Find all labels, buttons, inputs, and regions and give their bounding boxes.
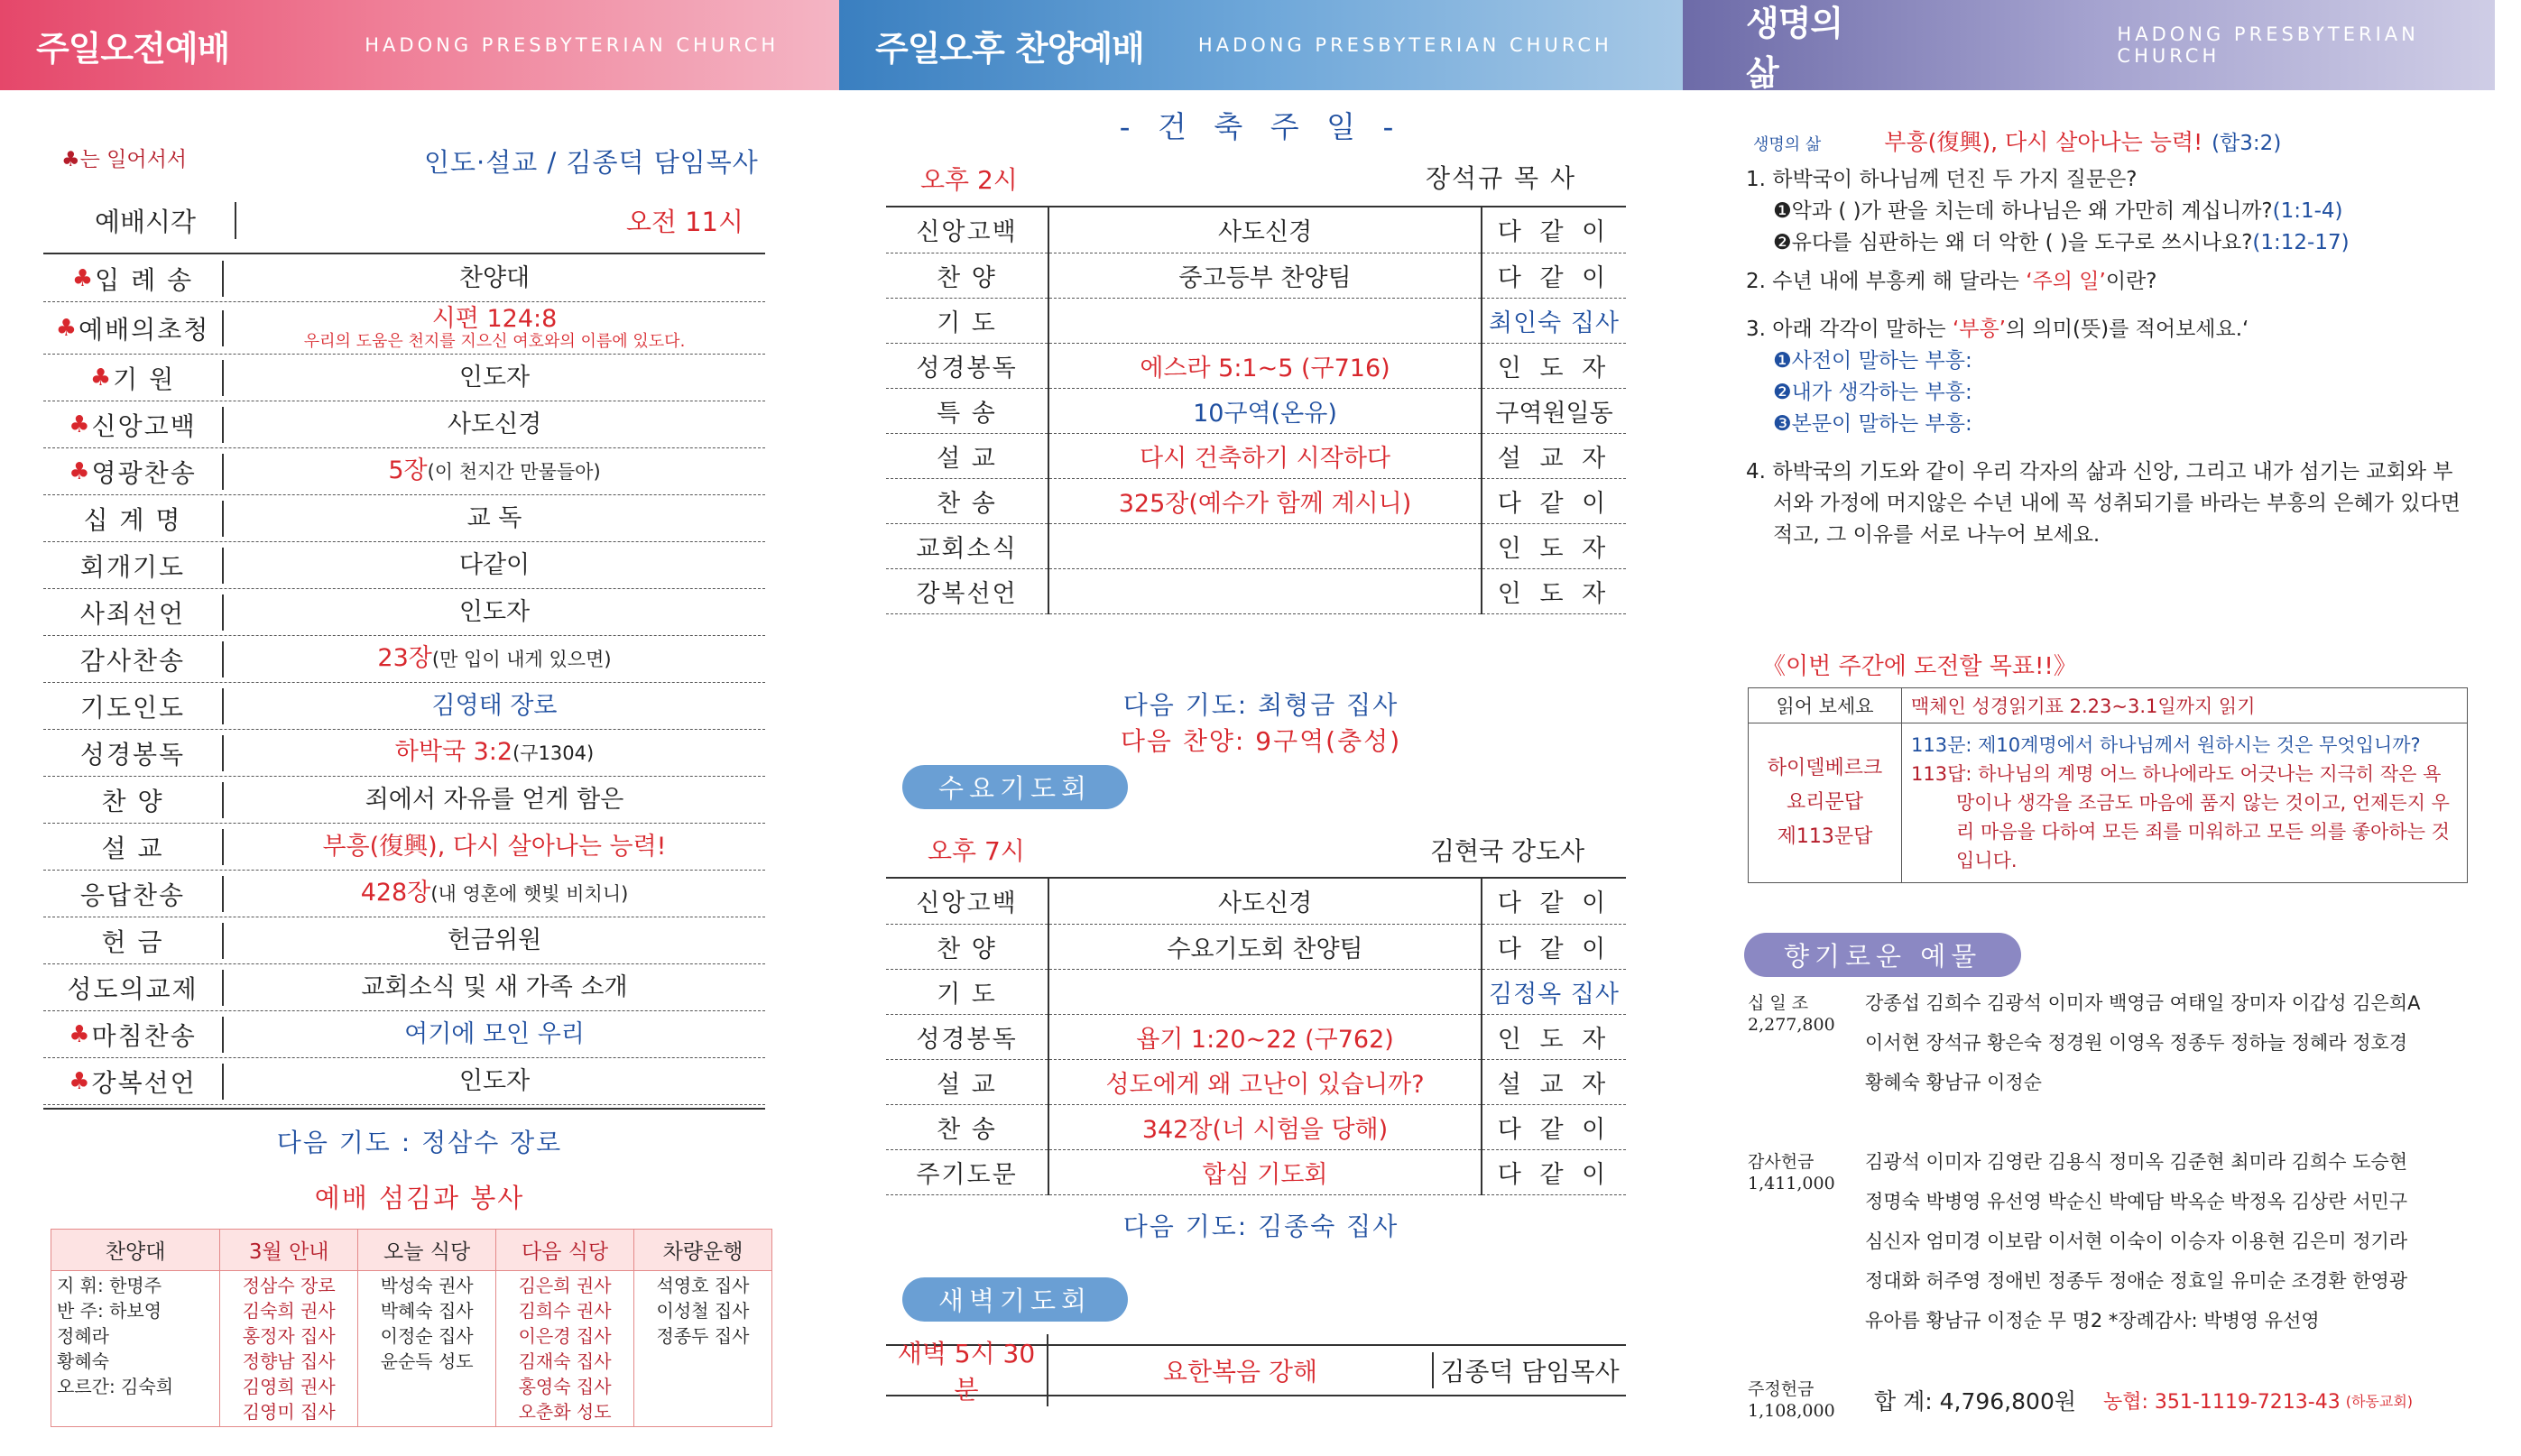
weekly-label: 주정헌금 — [1748, 1379, 1815, 1399]
order-label-text: 사죄선언 — [79, 598, 186, 629]
order-main: 부흥(復興), 다시 살아나는 능력! — [322, 832, 667, 861]
order-leader: 인 도 자 — [1482, 568, 1626, 613]
order-leader: 다 같 이 — [1482, 879, 1626, 924]
question-3-end: 의 의미(뜻)를 적어보세요.‘ — [2006, 318, 2249, 341]
morning-order — [43, 255, 765, 1105]
order-row — [886, 924, 1626, 969]
bank-account: 농협: 351-1119-7213-43 — [2103, 1390, 2341, 1414]
order-row — [43, 636, 765, 683]
spade-icon: ♣ — [89, 364, 114, 392]
order-leader: 설 교 자 — [1482, 433, 1626, 478]
read-text: 맥체인 성경읽기표 2.23~3.1일까지 읽기 — [1902, 688, 2468, 723]
theme-ref: (합3:2) — [2212, 132, 2282, 155]
order-label-text: 설 교 — [101, 833, 164, 863]
order-content — [1048, 523, 1482, 568]
choir-list-item: 반 주: 하보영 — [57, 1300, 162, 1322]
order-label: 찬 양 — [886, 924, 1048, 969]
bank-note: (하동교회) — [2345, 1392, 2414, 1410]
order-label: 신앙고백 — [886, 879, 1048, 924]
order-row — [886, 388, 1626, 433]
dawn-topic: 요한복음 강해 — [1162, 1357, 1318, 1387]
question-2: 2. 수년 내에 부흥케 해 달라는 — [1746, 270, 2027, 293]
order-row — [43, 824, 765, 871]
order-label — [43, 1064, 224, 1100]
order-content: 에스라 5:1~5 (구716) — [1048, 343, 1482, 388]
order-label: 신앙고백 — [886, 207, 1048, 253]
order-row — [43, 1058, 765, 1105]
order-content: 중고등부 찬양팀 — [1048, 253, 1482, 298]
order-content — [224, 1021, 765, 1048]
order-label: 성경봉독 — [886, 343, 1048, 388]
order-row — [43, 730, 765, 777]
order-row — [886, 1014, 1626, 1059]
order-row — [43, 777, 765, 824]
wed-preacher: 김현국 강도사 — [1430, 836, 1585, 866]
order-label: 교회소식 — [886, 523, 1048, 568]
weekly-amount: 1,108,000 — [1748, 1401, 1835, 1421]
spade-icon: ♣ — [55, 314, 79, 342]
heidel-question: 113문: 제10계명에서 하나님께서 원하시는 것은 무엇입니까? — [1911, 734, 2421, 756]
order-sub: 우리의 도움은 천지를 지으신 여호와의 이름에 있도다. — [303, 331, 686, 351]
church-name: HADONG PRESBYTERIAN CHURCH — [2117, 23, 2419, 67]
order-sub: (구1304) — [513, 742, 595, 764]
order-leader: 구역원일동 — [1482, 388, 1626, 433]
order-label — [43, 688, 224, 724]
order-label: 주기도문 — [886, 1149, 1048, 1194]
order-label-text: 예배의초청 — [78, 314, 210, 345]
order-leader: 김정옥 집사 — [1482, 969, 1626, 1014]
order-label: 설 교 — [886, 433, 1048, 478]
choir-list-item: 지 휘: 한명주 — [57, 1275, 162, 1296]
order-label — [43, 876, 224, 912]
pm-next-prayer: 다음 기도: 최형금 집사 — [1122, 690, 1399, 720]
order-content: 합심 기도회 — [1048, 1149, 1482, 1194]
svc-header: 차량운행 — [634, 1230, 772, 1271]
morning-banner — [0, 0, 839, 90]
spade-icon: ♣ — [69, 410, 92, 438]
order-row — [886, 207, 1626, 253]
heidel-label-2: 요리문답 — [1786, 791, 1863, 814]
order-label — [43, 594, 224, 631]
time-label: 예배시각 — [56, 202, 236, 239]
tithe-amount: 2,277,800 — [1748, 1015, 1835, 1035]
order-main: 김영태 장로 — [431, 691, 558, 720]
order-label: 설 교 — [886, 1059, 1048, 1104]
order-content: 10구역(온유) — [1048, 388, 1482, 433]
goal-title: 《이번 주간에 도전할 목표!!》 — [1762, 653, 2077, 680]
order-leader: 다 같 이 — [1482, 924, 1626, 969]
svc-header: 오늘 식당 — [358, 1230, 496, 1271]
offering-title: 향기로운 예물 — [1744, 933, 2021, 977]
order-row — [886, 568, 1626, 613]
order-label: 기 도 — [886, 969, 1048, 1014]
order-content — [1048, 298, 1482, 343]
order-label — [43, 641, 224, 677]
order-content: 사도신경 — [1048, 207, 1482, 253]
next-kitchen-list-item: 홍영숙 집사 — [518, 1376, 612, 1397]
order-leader: 설 교 자 — [1482, 1059, 1626, 1104]
order-row — [43, 448, 765, 495]
svc-header: 3월 안내 — [220, 1230, 358, 1271]
life-title: 생명의 삶 — [1746, 4, 1843, 93]
order-sub: (내 영혼에 햇빛 비치니) — [430, 883, 629, 905]
order-row — [886, 433, 1626, 478]
next-kitchen-list — [496, 1271, 634, 1427]
order-main: 5장 — [388, 456, 428, 484]
order-label-text: 감사찬송 — [79, 645, 186, 676]
today-kitchen-list-item: 박혜숙 집사 — [380, 1300, 474, 1322]
stand-note: ♣는 일어서서 — [61, 148, 188, 171]
donor-line: 유아름 황남규 이정순 무 명2 *장례감사: 박병영 유선영 — [1865, 1310, 2320, 1332]
heidel-label-1: 하이델베르크 — [1767, 757, 1883, 779]
today-kitchen-list-item: 이정순 집사 — [380, 1325, 474, 1347]
order-label — [43, 970, 224, 1006]
order-label-text: 기 원 — [113, 364, 176, 394]
order-main: 찬양대 — [458, 263, 531, 292]
spade-icon: ♣ — [71, 264, 96, 292]
order-main: 사도신경 — [447, 410, 542, 438]
guide-list-item: 김영희 권사 — [242, 1376, 336, 1397]
order-label: 강복선언 — [886, 568, 1048, 613]
guide-list-item: 정향남 집사 — [242, 1350, 336, 1372]
order-content — [224, 787, 765, 814]
life-column — [1683, 0, 2521, 1456]
order-label: 찬 양 — [886, 253, 1048, 298]
order-row — [886, 969, 1626, 1014]
order-label-text: 영광찬송 — [91, 457, 197, 488]
order-row — [886, 478, 1626, 523]
church-name: HADONG PRESBYTERIAN CHURCH — [365, 34, 780, 56]
order-content — [224, 306, 765, 351]
questions — [1746, 164, 2468, 551]
life-tag: 생명의 삶 — [1753, 135, 1822, 154]
wed-time: 오후 7시 — [928, 836, 1025, 866]
donor-line: 황혜숙 황남규 이정순 — [1865, 1072, 2042, 1093]
order-sub: (이 천지간 만물들아) — [427, 461, 601, 483]
order-leader: 인 도 자 — [1482, 343, 1626, 388]
question-3: 3. 아래 각각이 말하는 — [1746, 318, 1953, 341]
order-label-text: 성도의교제 — [67, 973, 199, 1004]
order-content — [224, 411, 765, 438]
order-label — [43, 923, 224, 959]
question-1a: ❶악과 ( )가 판을 치는데 하나님은 왜 가만히 계십니까? — [1773, 199, 2273, 223]
guide-list-item: 김숙희 권사 — [242, 1300, 336, 1322]
q3-item-3: ❸본문이 말하는 부흥: — [1773, 412, 1972, 436]
guide-list-item: 정삼수 장로 — [242, 1275, 336, 1296]
life-banner — [1683, 0, 2495, 93]
order-row — [43, 964, 765, 1011]
order-row — [43, 401, 765, 448]
order-main: 하박국 3:2 — [394, 738, 513, 766]
order-row — [886, 1149, 1626, 1194]
order-label — [43, 360, 224, 396]
order-label — [43, 454, 224, 490]
order-main: 교회소식 및 새 가족 소개 — [361, 972, 628, 1001]
order-main: 428장 — [360, 879, 431, 907]
morning-title: 주일오전예배 — [36, 28, 230, 69]
order-content: 342장(너 시험을 당해) — [1048, 1104, 1482, 1149]
donor-line: 이서현 장석규 황은숙 정경원 이영옥 정종두 정하늘 정혜라 정호경 — [1865, 1032, 2408, 1054]
question-3-highlight: ‘부흥’ — [1952, 318, 2006, 341]
order-content: 성도에게 왜 고난이 있습니까? — [1048, 1059, 1482, 1104]
donor-line: 정대화 허주영 정애빈 정종두 정애순 정효일 유미순 조경환 한영광 — [1865, 1270, 2408, 1292]
order-content — [224, 974, 765, 1001]
order-content — [224, 505, 765, 532]
order-main: 죄에서 자유를 얻게 함은 — [365, 785, 624, 814]
order-content — [224, 265, 765, 292]
order-label-text: 마침찬송 — [91, 1020, 197, 1051]
order-label-text: 입 례 송 — [95, 264, 194, 295]
order-label — [43, 1017, 224, 1053]
order-label — [43, 261, 224, 297]
order-leader: 인 도 자 — [1482, 1014, 1626, 1059]
choir-list-item: 오르간: 김숙희 — [57, 1376, 174, 1397]
choir-list-item: 정혜라 — [57, 1325, 109, 1347]
donor-line: 심신자 엄미경 이보람 이서현 이숙이 이승자 이용현 김은미 정기라 — [1865, 1230, 2408, 1252]
thanks-names — [1865, 1142, 2479, 1341]
next-kitchen-list-item: 김재숙 집사 — [518, 1350, 612, 1372]
donor-line: 강종섭 김희수 김광석 이미자 백영금 여태일 장미자 이갑성 김은희A — [1865, 992, 2421, 1014]
order-row — [886, 298, 1626, 343]
wed-title: 수요기도회 — [902, 765, 1128, 809]
order-main: 인도자 — [458, 597, 531, 626]
order-row — [43, 917, 765, 964]
donor-line: 정명숙 박병영 유선영 박순신 박예담 박옥순 박정옥 김상란 서민구 — [1865, 1191, 2408, 1212]
service-table — [51, 1229, 772, 1427]
theme: 부흥(復興), 다시 살아나는 능력! — [1884, 129, 2203, 155]
order-content — [224, 927, 765, 954]
svc-header: 찬양대 — [51, 1230, 220, 1271]
order-label — [43, 501, 224, 537]
svc-header: 다음 식당 — [496, 1230, 634, 1271]
order-row — [886, 253, 1626, 298]
order-row — [43, 683, 765, 730]
order-content: 사도신경 — [1048, 879, 1482, 924]
order-main: 시편 124:8 — [431, 304, 558, 333]
dawn-leader: 김종덕 담임목사 — [1432, 1352, 1626, 1388]
service-title: 예배 섬김과 봉사 — [314, 1183, 525, 1213]
order-leader: 인 도 자 — [1482, 523, 1626, 568]
order-label — [43, 782, 224, 818]
order-row — [886, 1059, 1626, 1104]
order-leader: 다 같 이 — [1482, 253, 1626, 298]
car-list-item: 이성철 집사 — [656, 1300, 750, 1322]
order-content — [224, 739, 765, 767]
thanks-label: 감사헌금 — [1748, 1152, 1815, 1172]
car-list-item: 석영호 집사 — [656, 1275, 750, 1296]
order-label — [43, 735, 224, 771]
order-content — [224, 457, 765, 485]
order-sub: (만 입이 내게 있으면) — [431, 649, 612, 670]
guide-list-item: 홍정자 집사 — [242, 1325, 336, 1347]
order-label-text: 헌 금 — [101, 926, 164, 957]
spade-icon: ♣ — [69, 1067, 92, 1095]
donor-line: 김광석 이미자 김영란 김용식 정미옥 김준현 최미라 김희수 도승현 — [1865, 1151, 2408, 1173]
question-2-highlight: ‘주의 일’ — [2026, 270, 2106, 293]
dawn-title: 새벽기도회 — [902, 1277, 1128, 1322]
order-content — [224, 1068, 765, 1095]
heidel-label-3: 제113문답 — [1777, 825, 1873, 848]
order-content — [224, 834, 765, 861]
order-row — [43, 871, 765, 917]
order-content — [1048, 969, 1482, 1014]
order-label: 찬 송 — [886, 1104, 1048, 1149]
next-kitchen-list-item: 이은경 집사 — [518, 1325, 612, 1347]
order-content: 다시 건축하기 시작하다 — [1048, 433, 1482, 478]
order-label — [43, 310, 224, 346]
order-leader: 다 같 이 — [1482, 207, 1626, 253]
read-label: 읽어 보세요 — [1749, 688, 1902, 723]
order-label-text: 강복선언 — [91, 1067, 197, 1098]
car-list-item: 정종두 집사 — [656, 1325, 750, 1347]
choir-list-item: 황혜숙 — [57, 1350, 109, 1372]
wed-next-prayer: 다음 기도: 김종숙 집사 — [1122, 1212, 1399, 1241]
order-label-text: 응답찬송 — [79, 880, 186, 910]
order-row — [43, 589, 765, 636]
order-label: 특 송 — [886, 388, 1048, 433]
order-leader: 다 같 이 — [1482, 1104, 1626, 1149]
order-main: 인도자 — [458, 1066, 531, 1095]
order-row — [43, 355, 765, 401]
spade-icon: ♣ — [69, 1020, 92, 1048]
next-prayer: 다음 기도 : 정삼수 장로 — [276, 1128, 563, 1157]
thanks-amount: 1,411,000 — [1748, 1174, 1835, 1193]
order-row — [43, 495, 765, 542]
heidel-answer: 113답: 하나님의 계명 어느 하나에라도 어긋나는 지극히 작은 욕망이나 생각을 조금도 마음에 품지 않는 것이고, 언제든지 우리 마음을 다하여 모든 죄를 미워하고 모든 의를 좋아하는 것입니다. — [1911, 763, 2450, 871]
order-label-text: 십 계 명 — [83, 504, 182, 535]
order-leader: 다 같 이 — [1482, 1149, 1626, 1194]
goal-table — [1748, 687, 2468, 883]
order-content — [224, 599, 765, 626]
next-kitchen-list-item: 오춘화 성도 — [518, 1401, 612, 1423]
guide-list-item: 김영미 집사 — [242, 1401, 336, 1423]
q3-item-2: ❷내가 생각하는 부흥: — [1773, 381, 1972, 404]
order-leader: 최인숙 집사 — [1482, 298, 1626, 343]
order-content: 325장(예수가 함께 계시니) — [1048, 478, 1482, 523]
order-leader: 다 같 이 — [1482, 478, 1626, 523]
order-label-text: 찬 양 — [101, 786, 164, 816]
car-list — [634, 1271, 772, 1427]
order-label-text: 회개기도 — [79, 551, 186, 582]
afternoon-banner — [839, 0, 1683, 90]
morning-service-column — [0, 0, 839, 1456]
order-content — [224, 645, 765, 673]
order-main: 교 독 — [466, 503, 522, 532]
order-row — [886, 343, 1626, 388]
pm-order — [886, 207, 1626, 614]
order-row — [886, 879, 1626, 924]
pm-time: 오후 2시 — [920, 165, 1018, 195]
order-label: 성경봉독 — [886, 1014, 1048, 1059]
order-row — [43, 542, 765, 589]
question-2-end: 이란? — [2105, 270, 2157, 293]
order-content — [224, 693, 765, 720]
order-label: 기 도 — [886, 298, 1048, 343]
afternoon-title: 주일오후 찬양예배 — [875, 28, 1144, 69]
afternoon-service-column — [839, 0, 1683, 1456]
total: 합 계: 4,796,800원 — [1874, 1388, 2077, 1415]
order-content — [1048, 568, 1482, 613]
order-label: 찬 송 — [886, 478, 1048, 523]
wed-order — [886, 879, 1626, 1195]
today-kitchen-list — [358, 1271, 496, 1427]
question-4: 4. 하박국의 기도와 같이 우리 각자의 삶과 신앙, 그리고 내가 섬기는 교회와 부서와 가정에 머지않은 수년 내에 꼭 성취되기를 바라는 부흥의 은혜가 있다면 적고, 그 이유를 서로 나누어 보세요. — [1746, 460, 2461, 547]
pm-next-praise: 다음 찬양: 9구역(충성) — [1120, 726, 1402, 756]
order-content: 욥기 1:20~22 (구762) — [1048, 1014, 1482, 1059]
question-1a-ref: (1:1-4) — [2272, 199, 2343, 223]
tithe-label: 십 일 조 — [1748, 993, 1809, 1013]
question-1b-ref: (1:12-17) — [2252, 231, 2350, 254]
guide-list — [220, 1271, 358, 1427]
order-main: 다같이 — [458, 550, 531, 579]
order-label — [43, 548, 224, 584]
order-content: 수요기도회 찬양팀 — [1048, 924, 1482, 969]
order-row — [886, 1104, 1626, 1149]
next-kitchen-list-item: 김희수 권사 — [518, 1300, 612, 1322]
order-main: 여기에 모인 우리 — [404, 1019, 585, 1048]
order-label-text: 기도인도 — [79, 692, 186, 723]
question-1b: ❷유다를 심판하는 왜 더 악한 ( )을 도구로 쓰시나요? — [1773, 231, 2253, 254]
order-main: 인도자 — [458, 363, 531, 392]
order-label-text: 신앙고백 — [91, 410, 197, 441]
question-1: 1. 하박국이 하나님께 던진 두 가지 질문은? — [1746, 168, 2138, 191]
order-main: 23장 — [377, 644, 432, 672]
week-title: - 건 축 주 일 - — [1119, 109, 1403, 144]
pm-preacher: 장석규 목 사 — [1426, 163, 1577, 193]
order-main: 헌금위원 — [447, 926, 542, 954]
order-label — [43, 407, 224, 443]
time-value: 오전 11시 — [625, 206, 743, 237]
order-row — [886, 523, 1626, 568]
church-name: HADONG PRESBYTERIAN CHURCH — [1197, 34, 1612, 56]
order-content — [224, 880, 765, 908]
preacher: 인도·설교 / 김종덕 담임목사 — [424, 147, 759, 178]
order-row — [43, 255, 765, 302]
next-kitchen-list-item: 김은희 권사 — [518, 1275, 612, 1296]
order-content — [224, 552, 765, 579]
spade-icon: ♣ — [69, 457, 92, 485]
order-content — [224, 364, 765, 392]
today-kitchen-list-item: 박성숙 권사 — [380, 1275, 474, 1296]
choir-list — [51, 1271, 220, 1427]
order-label-text: 성경봉독 — [79, 739, 186, 769]
order-row — [43, 302, 765, 355]
order-row — [43, 1011, 765, 1058]
order-label — [43, 829, 224, 865]
q3-item-1: ❶사전이 말하는 부흥: — [1773, 349, 1972, 373]
dawn-time: 새벽 5시 30분 — [886, 1334, 1048, 1406]
today-kitchen-list-item: 윤순득 성도 — [380, 1350, 474, 1372]
tithe-names — [1865, 983, 2479, 1102]
